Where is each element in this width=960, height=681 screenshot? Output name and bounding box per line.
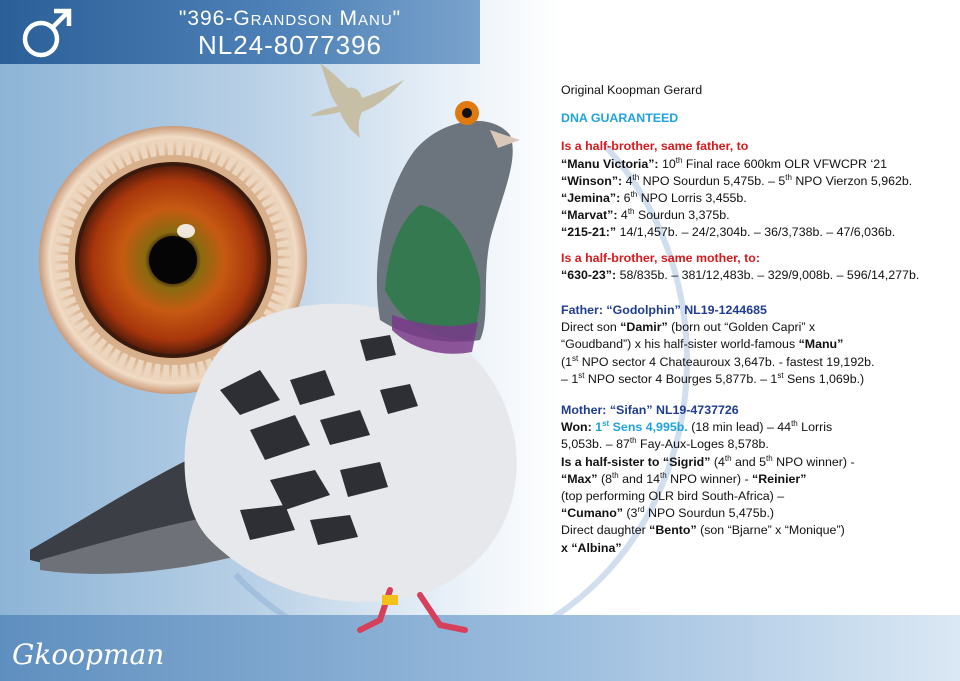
mother-side-list [561,267,951,284]
father-line-4: – 1st NPO sector 4 Bourges 5,877b. – 1st Sens 1,069b.) [561,370,865,386]
mother-line-8: x “Albina” [561,540,622,555]
title-bar [0,0,480,64]
mother-line-7: Direct daughter “Bento” (son “Bjarne” x “Monique”) [561,523,845,538]
father-side-heading: Is a half-brother, same father, to [561,139,749,154]
father-line-3: (1st NPO sector 4 Chateauroux 3,647b. - fastest 19,192b. [561,353,875,369]
father-line-2: “Goudband”) x his half-sister world-famous “Manu” [561,337,844,352]
father_side-item: “Manu Victoria”: 10th Final race 600km OLR VFWCPR ‘21 [561,155,887,171]
father_side-item: “Marvat”: 4th Sourdun 3,375b. [561,207,730,223]
ring-number: NL24-8077396 [197,30,383,60]
father-side-list [561,156,951,242]
mother_side-item: “630-23”: 58/835b. – 381/12,483b. – 329/9,008b. – 596/14,277b. [561,267,920,282]
father_side-item: “Jemina”: 6th NPO Lorris 3,455b. [561,189,747,206]
father-line-1: Direct son “Damir” (born out “Golden Capri” x [561,320,816,335]
mother-line-2: 5,053b. – 87th Fay-Aux-Loges 8,578b. [561,436,769,452]
mother-line-5: (top performing OLR bird South-Africa) – [561,489,785,504]
father_side-item: “215-21:” 14/1,457b. – 24/2,304b. – 36/3,738b. – 47/6,036b. [561,225,896,240]
signature: Gkoopman [12,638,165,671]
dna-guaranteed: DNA GUARANTEED [561,111,679,126]
pedigree-info [561,82,951,557]
father-heading: Father: “Godolphin” NL19-1244685 [561,303,767,318]
pigeon-photo [20,90,560,650]
mother-line-1: Won: 1st Sens 4,995b. (18 min lead) – 44th Lorris [561,419,833,435]
mother-heading: Mother: “Sifan” NL19-4737726 [561,403,739,418]
pigeon-name: "396-Grandson Manu" [178,7,402,30]
male-symbol-icon [18,4,76,62]
mother-line-6: “Cumano” (3rd NPO Sourdun 5,475b.) [561,505,775,521]
mother-side-heading: Is a half-brother, same mother, to: [561,250,760,265]
father_side-item: “Winson”: 4th NPO Sourdun 5,475b. – 5th NPO Vierzon 5,962b. [561,172,913,188]
origin-line: Original Koopman Gerard [561,83,703,97]
mother-line-3: Is a half-sister to “Sigrid” (4th and 5th NPO winner) - [561,453,855,469]
mother-line-4: “Max” (8th and 14th NPO winner) - “Reinier” [561,470,807,486]
